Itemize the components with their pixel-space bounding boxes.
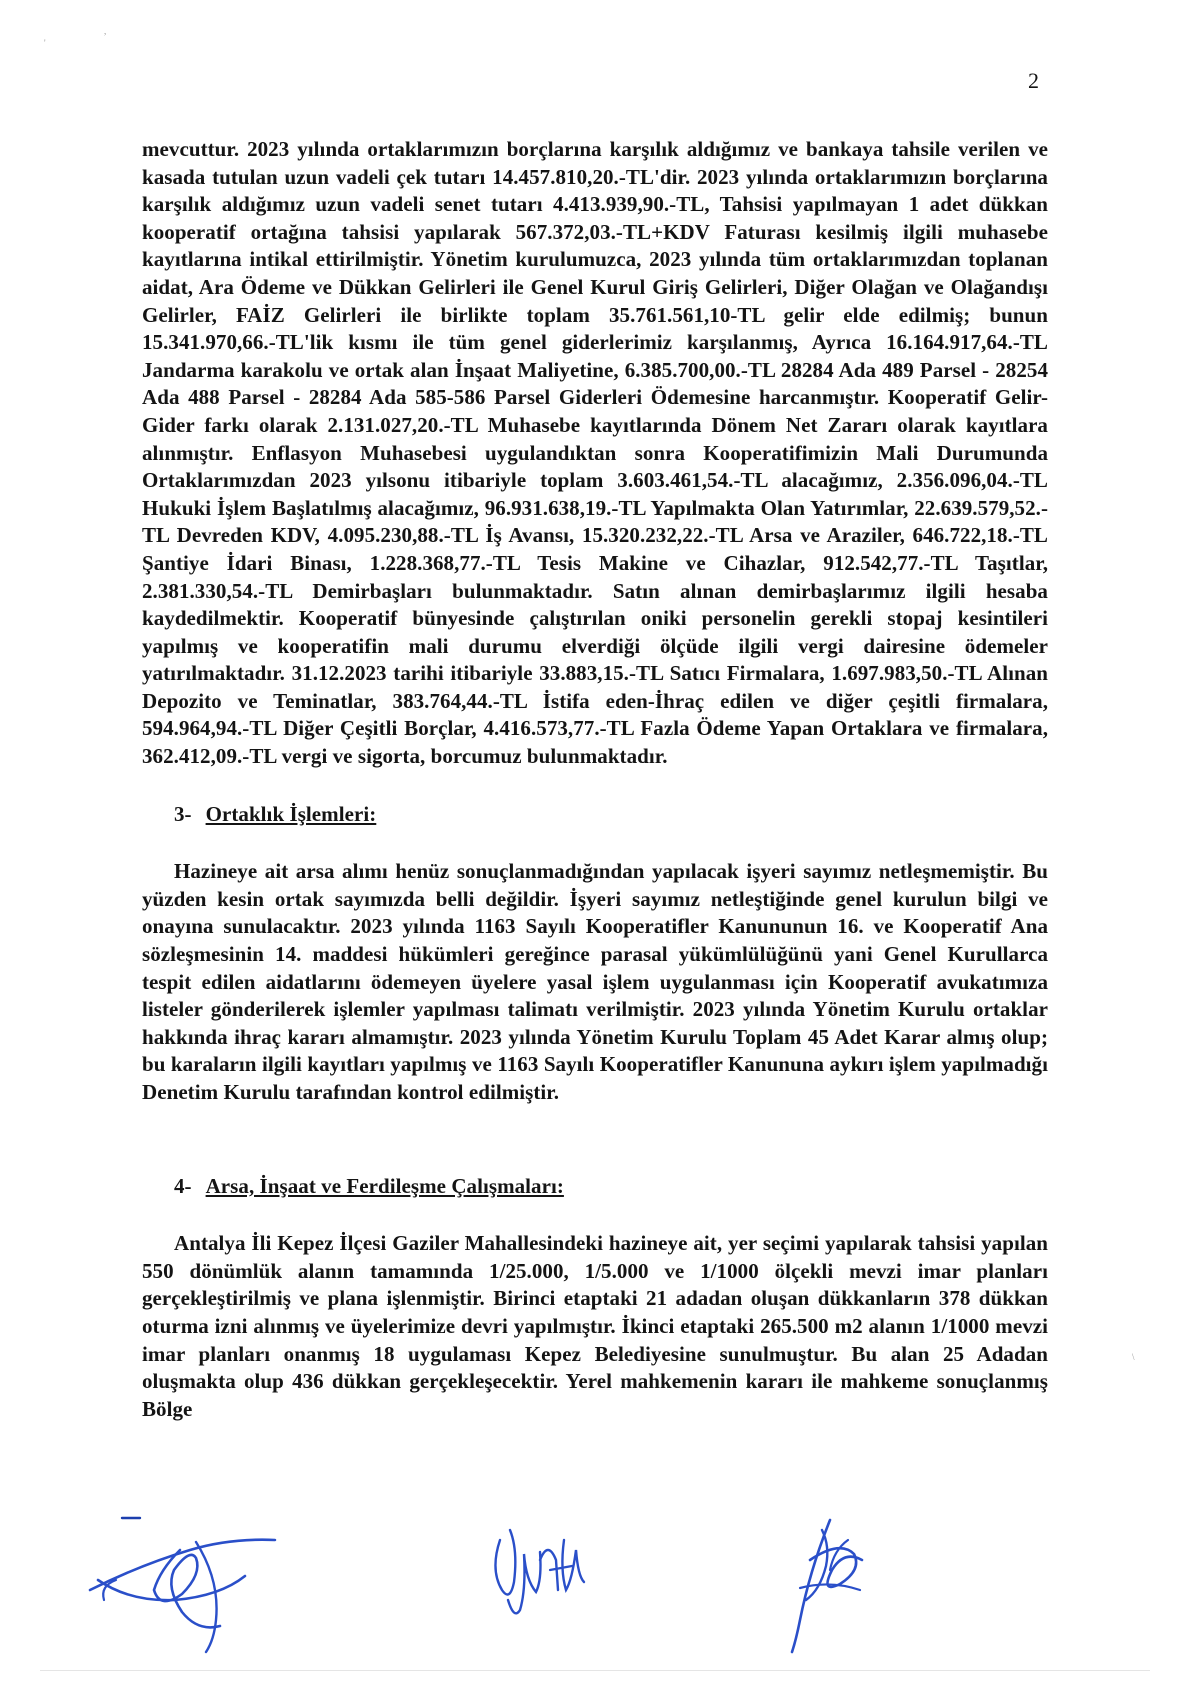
signature-middle <box>480 1510 600 1630</box>
scan-edge <box>40 1670 1150 1671</box>
spacer <box>142 1107 1048 1143</box>
scan-speck: \ <box>1132 1352 1135 1362</box>
financial-summary-paragraph: mevcuttur. 2023 yılında ortaklarımızın borçlarına karşılık aldığımız ve bankaya tahsile verilen ve kasada tutulan uzun vadeli çek tutarı 14.457.810,20.-TL'dir. 2023 yılında ortaklarımızın borçlarına karşılık aldığımız uzun vadeli senet tutarı 4.413.939,90.-TL, Tahsisi yapılmayan 1 adet dükkan kooperatif ortağına tahsisi yapılarak 567.372,03.-TL+KDV Faturası kesilmiş ilgili muhasebe kayıtlarına intikal ettirilmiştir. Yönetim kurulumuzca, 2023 yılında tüm ortaklarımızdan toplanan aidat, Ara Ödeme ve Dükkan Gelirleri ile Genel Kurul Giriş Gelirleri, Diğer Olağan ve Olağandışı Gelirler, FAİZ Gelirleri ile birlikte toplam 35.761.561,10-TL gelir elde edilmiş; bunun 15.341.970,66.-TL'lik kısmı ile tüm genel giderlerimiz karşılanmış, Ayrıca 16.164.917,64.-TL Jandarma karakolu ve ortak alan İnşaat Maliyetine, 6.385.700,00.-TL 28284 Ada 489 Parsel - 28254 Ada 488 Parsel - 28284 Ada 585-586 Parsel Giderleri Ödemesine harcanmıştır. Kooperatif Gelir-Gider farkı olarak 2.131.027,20.-TL Muhasebe kayıtlarında Dönem Net Zararı olarak kayıtlara alınmıştır. Enflasyon Muhasebesi uygulandıktan sonra Kooperatifimizin Mali Durumunda Ortaklarımızdan 2023 yılsonu itibariyle toplam 3.603.461,54.-TL alacağımız, 2.356.096,04.-TL Hukuki İşlem Başlatılmış alacağımız, 96.931.638,19.-TL Yapılmakta Olan Yatırımlar, 22.639.579,52.-TL Devreden KDV, 4.095.230,88.-TL İş Avansı, 15.320.232,22.-TL Arsa ve Araziler, 646.722,18.-TL Şantiye İdari Binası, 1.228.368,77.-TL Tesis Makine ve Cihazlar, 912.542,77.-TL Taşıtlar, 2.381.330,54.-TL Demirbaşları bulunmaktadır. Satın alınan demirbaşlarımız ilgili hesaba kaydedilmektir. Kooperatif bünyesinde çalıştırılan oniki personelin gerekli stopaj kesintileri yapılmış ve kooperatifin mali durumu elverdiği ölçüde ilgili vergi dairesine ödemeler yatırılmaktadır. 31.12.2023 tarihi itibariyle 33.883,15.-TL Satıcı Firmalara, 1.697.983,50.-TL Alınan Depozito ve Teminatlar, 383.764,44.-TL İstifa eden-İhraç edilen ve diğer çeşitli firmalara, 594.964,94.-TL Diğer Çeşitli Borçlar, 4.416.573,77.-TL Fazla Ödeme Yapan Ortaklara ve firmalara, 362.412,09.-TL vergi ve sigorta, borcumuz bulunmaktadır. <box>142 137 1048 769</box>
scan-speck: , <box>104 26 107 36</box>
section-title: Arsa, İnşaat ve Ferdileşme Çalışmaları: <box>205 1173 564 1198</box>
signatures-area <box>0 1510 1190 1670</box>
section-number: 4- <box>174 1173 192 1198</box>
scan-speck: ' <box>44 38 46 48</box>
signature-left <box>70 1510 290 1660</box>
section-heading-partnership <box>174 801 1048 829</box>
partnership-paragraph: Hazineye ait arsa alımı henüz sonuçlanmadığından yapılacak işyeri sayımız netleşmemiştir. Bu yüzden kesin ortak sayımızda belli değildir. İşyeri sayımız netleştiğinde genel kurulun bilgi ve onayına sunulacaktır. 2023 yılında 1163 Sayılı Kooperatifler Kanununun 16. ve Kooperatif Ana sözleşmesinin 14. maddesi hükümleri gereğince parasal yükümlülüğünü yani Genel Kurullarca tespit edilen aidatlarını ödemeyen üyelere yasal işlem uygulanması için Kooperatif avukatımıza listeler gönderilerek işlemler yapılması talimatı verilmiştir. 2023 yılında Yönetim Kurulu ortaklar hakkında ihraç kararı almamıştır. 2023 yılında Yönetim Kurulu Toplam 45 Adet Karar almış olup; bu karaların ilgili kayıtları yapılmış ve 1163 Sayılı Kooperatifler Kanununa aykırı işlem yapılmadığı Denetim Kurulu tarafından kontrol edilmiştir. <box>142 859 1048 1104</box>
signature-right <box>770 1510 890 1660</box>
section-number: 3- <box>174 801 192 826</box>
land-construction-paragraph: Antalya İli Kepez İlçesi Gaziler Mahallesindeki hazineye ait, yer seçimi yapılarak tahsisi yapılan 550 dönümlük alanın tamamında 1/25.000, 1/5.000 ve 1/1000 ölçekli mevzi imar planları gerçekleştirilmiş ve plana işlenmiştir. Birinci etaptaki 21 adadan oluşan dükkanların 378 dükkan oturma izni alınmış ve üyelerimize devri yapılmıştır. İkinci etaptaki 265.500 m2 alanın 1/1000 mevzi imar planları onanmış 18 uygulaması Kepez Belediyesine sunulmuştur. Bu alan 25 Adadan oluşmakta olup 436 dükkan gerçekleşecektir. Yerel mahkemenin kararı ile mahkeme sonuçlanmış Bölge <box>142 1231 1048 1421</box>
section-heading-land-construction <box>174 1173 1048 1201</box>
section-title: Ortaklık İşlemleri: <box>205 801 377 826</box>
page-number: 2 <box>1028 68 1039 93</box>
document-body <box>142 136 1048 1423</box>
